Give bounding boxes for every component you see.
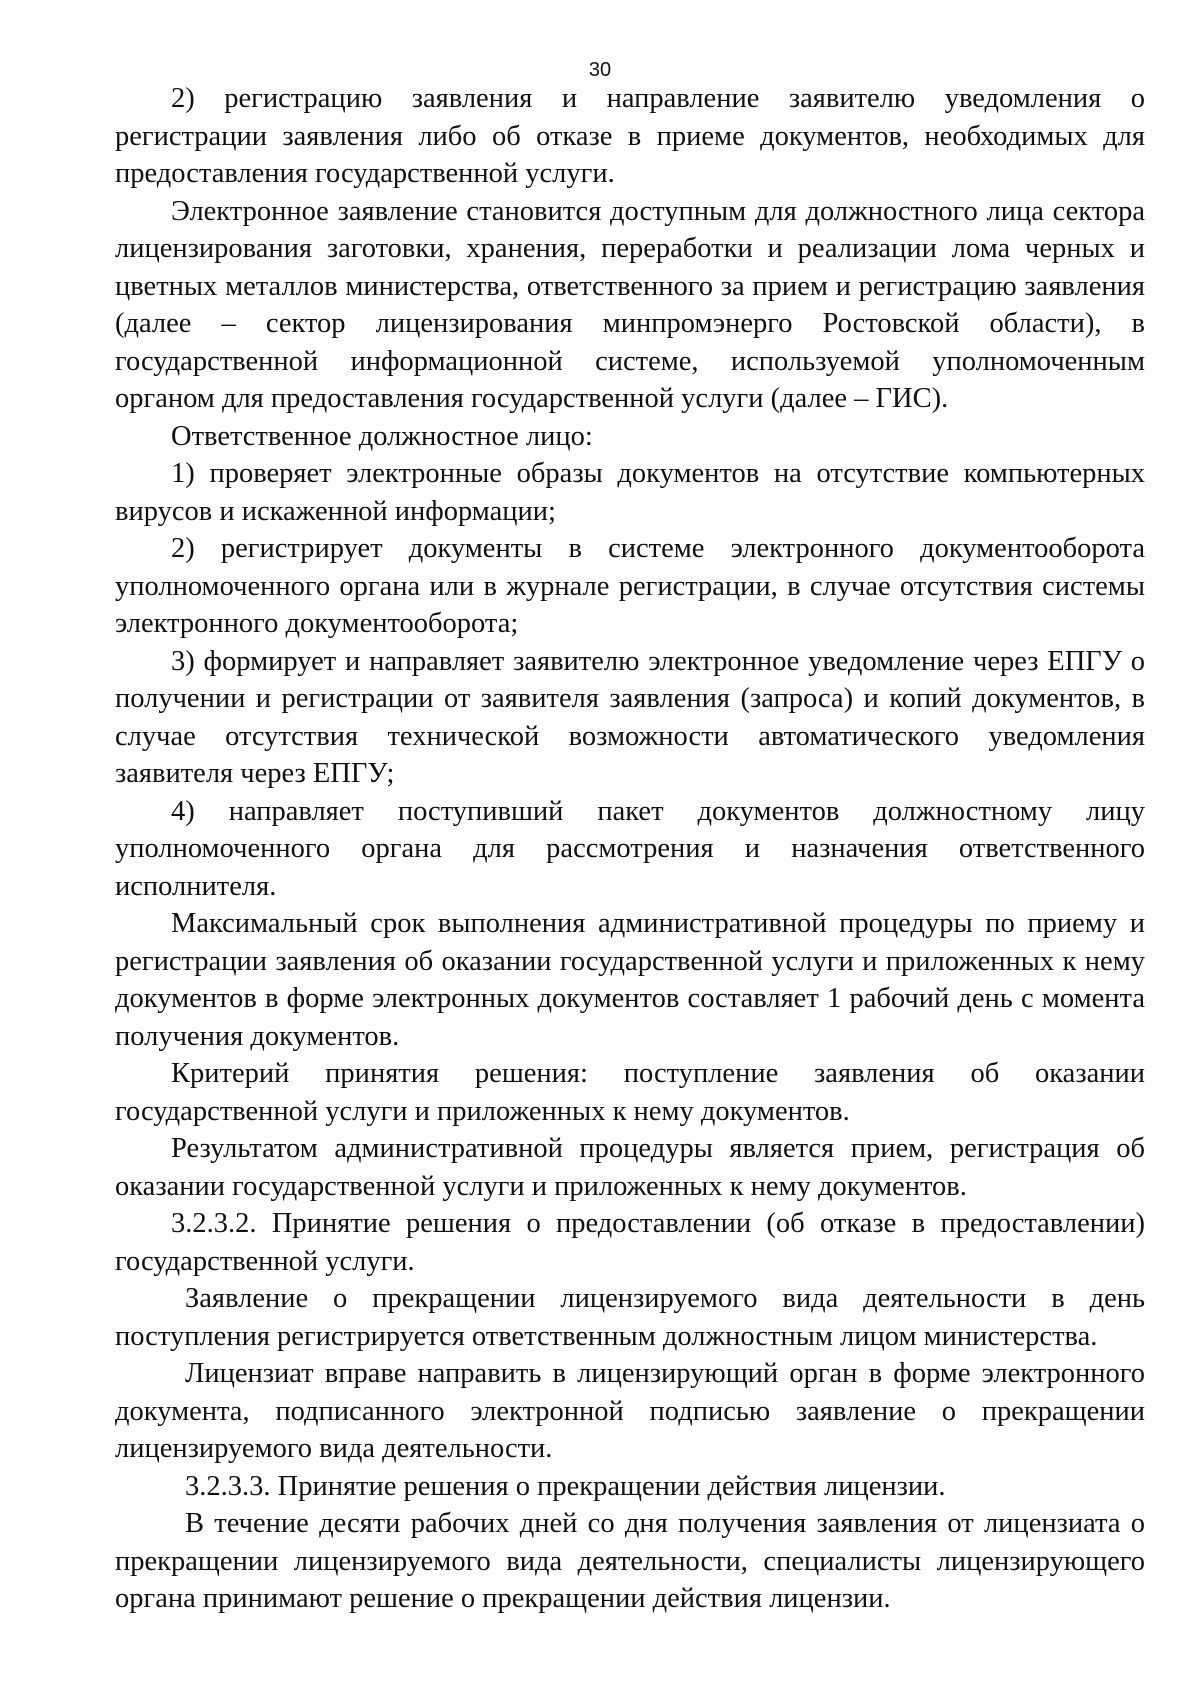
paragraph-ten-days: В течение десяти рабочих дней со дня получения заявления от лицензиата о прекращении лицензируемого вида деятельности, специалисты лицензирующего органа принимают решение о прекращении действия лицензии.	[115, 1508, 1145, 1614]
list-item-register-documents: 2) регистрирует документы в системе электронного документооборота уполномоченного органа или в журнале регистрации, в случае отсутствия системы электронного документооборота;	[115, 533, 1145, 639]
paragraph-max-term: Максимальный срок выполнения административной процедуры по приему и регистрации заявления об оказании государственной услуги и приложенных к нему документов в форме электронных документов составляет 1 рабочий день с момента получения документов.	[115, 908, 1145, 1052]
list-item-check-virus: 1) проверяет электронные образы документов на отсутствие компьютерных вирусов и искаженной информации;	[115, 458, 1145, 527]
paragraph-procedure-result: Результатом административной процедуры является прием, регистрация об оказании государственной услуги и приложенных к нему документов.	[115, 1133, 1145, 1202]
list-item-send-notification: 3) формирует и направляет заявителю электронное уведомление через ЕПГУ о получении и регистрации от заявителя заявления (запроса) и копий документов, в случае отсутствия технической возможности автоматического уведомления заявителя через ЕПГУ;	[115, 645, 1145, 789]
page-number: 30	[588, 59, 612, 81]
section-heading-3-2-3-3: 3.2.3.3. Принятие решения о прекращении действия лицензии.	[185, 1470, 946, 1502]
paragraph-electronic-application: Электронное заявление становится доступным для должностного лица сектора лицензирования заготовки, хранения, переработки и реализации лома черных и цветных металлов министерства, ответственного за прием и регистрацию заявления (далее – сектор лицензирования минпромэнерго Ростовской области), в государственной информационной системе, используемой уполномоченным органом для предоставления государственной услуги (далее – ГИС).	[115, 195, 1145, 414]
paragraph-registration-step: 2) регистрацию заявления и направление заявителю уведомления о регистрации заявления либо об отказе в приеме документов, необходимых для предоставления государственной услуги.	[115, 83, 1145, 189]
paragraph-termination-application: Заявление о прекращении лицензируемого вида деятельности в день поступления регистрируется ответственным должностным лицом министерства.	[115, 1283, 1145, 1352]
paragraph-decision-criterion: Критерий принятия решения: поступление заявления об оказании государственной услуги и приложенных к нему документов.	[115, 1058, 1145, 1127]
paragraph-licensee-right: Лицензиат вправе направить в лицензирующий орган в форме электронного документа, подписанного электронной подписью заявление о прекращении лицензируемого вида деятельности.	[115, 1358, 1145, 1464]
list-item-forward-package: 4) направляет поступивший пакет документов должностному лицу уполномоченного органа для рассмотрения и назначения ответственного исполнителя.	[115, 795, 1145, 902]
document-body	[115, 80, 1145, 1618]
paragraph-responsible-official: Ответственное должностное лицо:	[171, 420, 593, 452]
section-heading-3-2-3-2: 3.2.3.2. Принятие решения о предоставлении (об отказе в предоставлении) государственной услуги.	[115, 1208, 1145, 1277]
